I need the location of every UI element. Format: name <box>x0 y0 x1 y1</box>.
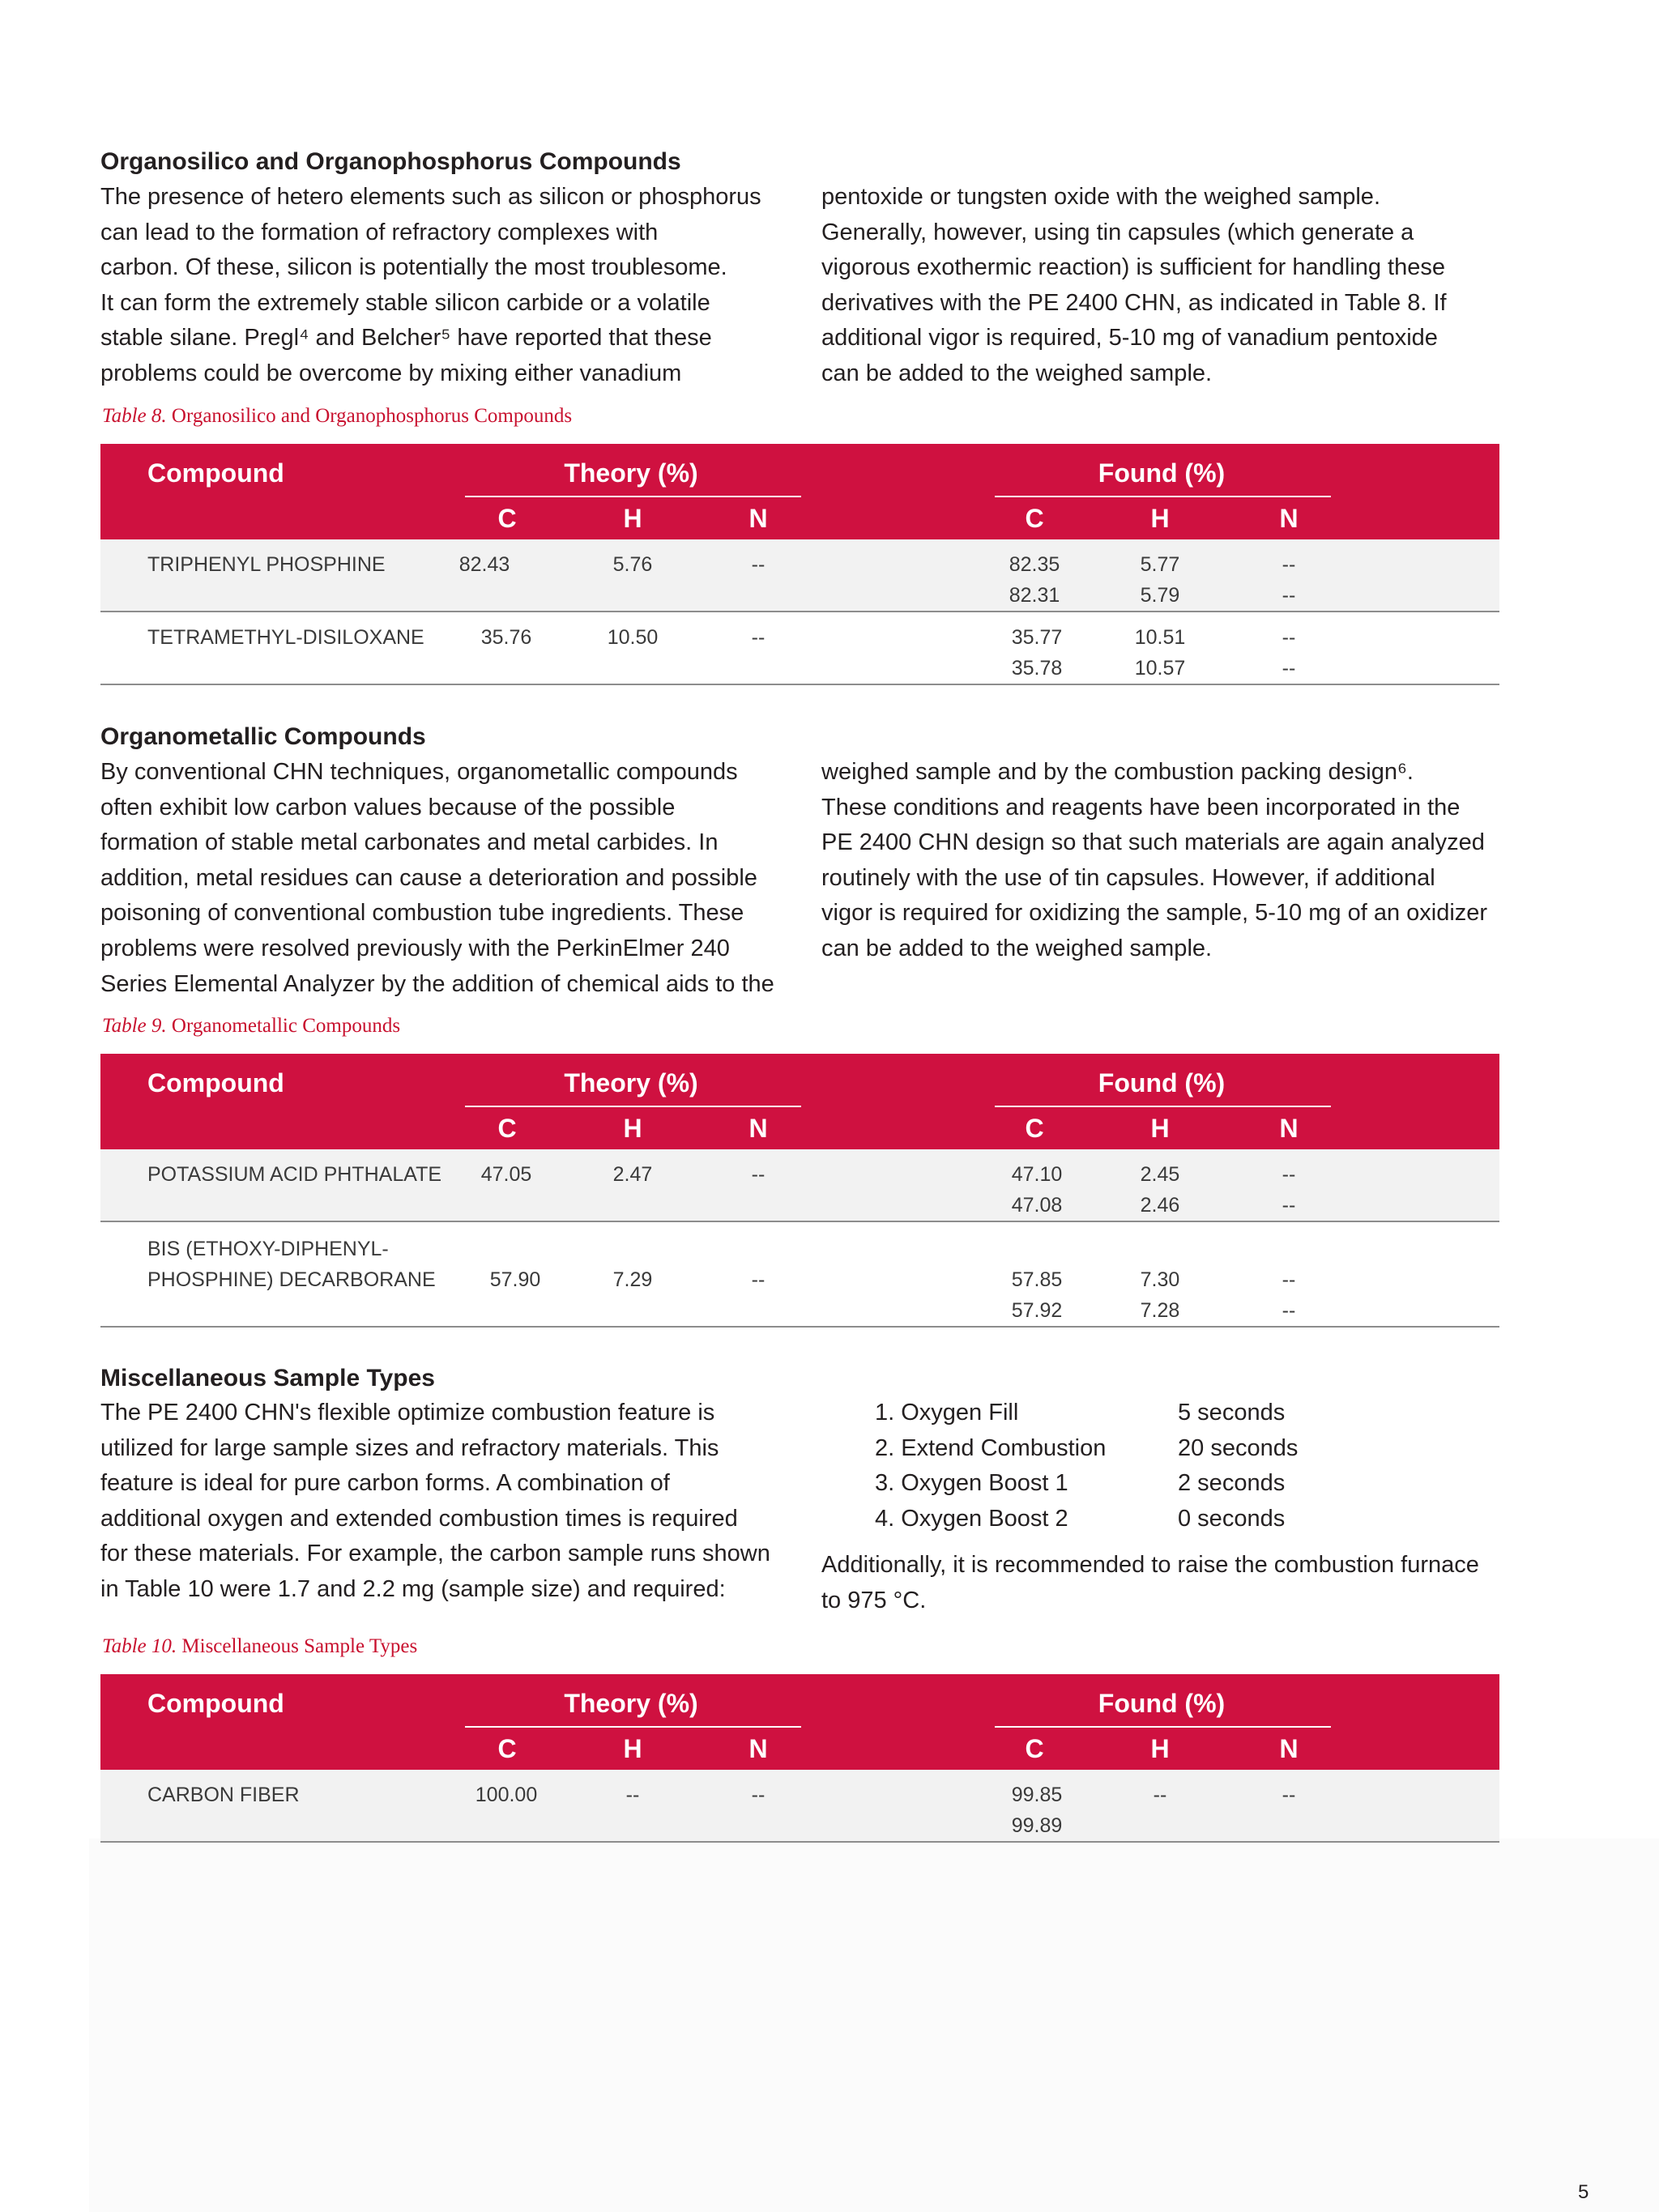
text-line: weighed sample and by the combustion packing design⁶. <box>821 759 1414 785</box>
cell-theory-n: -- <box>751 553 766 576</box>
list-item <box>875 1396 1361 1431</box>
step-value: 2 seconds <box>1178 1470 1286 1497</box>
cell-theory-c: 82.43 <box>458 553 510 576</box>
cell-found-h: 7.30 <box>1140 1268 1180 1291</box>
section-organosilico-left-text <box>100 180 813 392</box>
cell-found-c: 57.92 <box>1011 1299 1063 1322</box>
text-line: PE 2400 CHN design so that such materials are again analyzed <box>821 829 1485 856</box>
header-n: N <box>1279 1114 1299 1143</box>
text-line: for these materials. For example, the carbon sample runs shown <box>100 1541 770 1567</box>
text-line: These conditions and reagents have been incorporated in the <box>821 794 1461 820</box>
cell-theory-c: 100.00 <box>475 1784 538 1806</box>
text-line: derivatives with the PE 2400 CHN, as indicated in Table 8. If <box>821 289 1447 316</box>
cell-found-n: -- <box>1282 553 1296 576</box>
cell-found-n: -- <box>1282 1268 1296 1291</box>
list-item <box>875 1431 1361 1467</box>
cell-found-n: -- <box>1282 584 1296 607</box>
text-line: Series Elemental Analyzer by the addition of chemical aids to the <box>100 970 774 997</box>
cell-found-c: 47.10 <box>1011 1163 1063 1186</box>
footer-shade <box>89 1839 1659 2212</box>
cell-found-h: 2.46 <box>1140 1194 1180 1217</box>
step-label: 2. Extend Combustion <box>875 1434 1107 1461</box>
header-n: N <box>1279 1734 1299 1763</box>
cell-theory-h: 10.50 <box>607 626 659 649</box>
cell-compound: CARBON FIBER <box>147 1784 300 1806</box>
section-organosilico-right-text <box>821 180 1550 392</box>
table-row <box>100 539 1499 612</box>
table-title: Organosilico and Organophosphorus Compounds <box>171 405 573 427</box>
cell-found-h: 5.77 <box>1140 553 1180 576</box>
table-row <box>100 612 1499 685</box>
header-divider <box>995 1726 1331 1728</box>
step-label: 4. Oxygen Boost 2 <box>875 1505 1068 1532</box>
text-line: utilized for large sample sizes and refractory materials. This <box>100 1434 719 1461</box>
table-number: Table 10. <box>102 1635 177 1657</box>
cell-theory-c: 57.90 <box>489 1268 541 1291</box>
cell-found-c: 82.35 <box>1009 553 1060 576</box>
cell-compound: TETRAMETHYL-DISILOXANE <box>147 626 424 649</box>
cell-compound: TRIPHENYL PHOSPHINE <box>147 553 386 576</box>
cell-theory-h: 2.47 <box>612 1163 653 1186</box>
text-line: By conventional CHN techniques, organometallic compounds <box>100 759 738 785</box>
table-8-caption <box>102 403 572 430</box>
text-line: can be added to the weighed sample. <box>821 360 1213 386</box>
cell-found-h: 10.57 <box>1134 657 1186 680</box>
header-c: C <box>497 1734 517 1763</box>
header-h: H <box>623 504 642 533</box>
cell-found-c: 82.31 <box>1009 584 1060 607</box>
text-line: in Table 10 were 1.7 and 2.2 mg (sample size) and required: <box>100 1575 726 1602</box>
cell-found-h: 2.45 <box>1140 1163 1180 1186</box>
header-h: H <box>623 1734 642 1763</box>
header-divider <box>995 496 1331 497</box>
text-line: routinely with the use of tin capsules. However, if additional <box>821 864 1435 891</box>
combustion-steps-list <box>875 1396 1361 1536</box>
cell-found-c: 35.77 <box>1011 626 1063 649</box>
text-line: can lead to the formation of refractory complexes with <box>100 219 659 245</box>
header-h: H <box>1150 504 1170 533</box>
header-h: H <box>623 1114 642 1143</box>
table-title: Organometallic Compounds <box>171 1015 401 1037</box>
header-c: C <box>1025 1734 1044 1763</box>
table-8 <box>100 444 1499 685</box>
table-10 <box>100 1674 1499 1843</box>
header-n: N <box>1279 504 1299 533</box>
text-line: often exhibit low carbon values because of the possible <box>100 794 676 820</box>
step-value: 0 seconds <box>1178 1505 1286 1532</box>
section-heading-organometallic: Organometallic Compounds <box>100 723 426 750</box>
header-divider <box>465 496 801 497</box>
table-10-caption <box>102 1633 417 1660</box>
cell-found-h: 7.28 <box>1140 1299 1180 1322</box>
text-line: Additionally, it is recommended to raise the combustion furnace <box>821 1552 1479 1578</box>
header-compound: Compound <box>147 1068 284 1097</box>
header-h: H <box>1150 1114 1170 1143</box>
step-label: 1. Oxygen Fill <box>875 1400 1019 1426</box>
cell-found-c: 57.85 <box>1011 1268 1063 1291</box>
section-miscellaneous-left-text <box>100 1396 813 1608</box>
cell-found-n: -- <box>1282 1784 1296 1806</box>
text-line: carbon. Of these, silicon is potentially the most troublesome. <box>100 254 727 281</box>
header-divider <box>465 1726 801 1728</box>
header-c: C <box>497 1114 517 1143</box>
text-line: problems could be overcome by mixing either vanadium <box>100 360 682 386</box>
cell-found-n: -- <box>1282 1194 1296 1217</box>
cell-found-c: 35.78 <box>1011 657 1063 680</box>
cell-theory-n: -- <box>751 626 766 649</box>
table-header <box>100 1674 1499 1770</box>
table-row <box>100 1149 1499 1222</box>
cell-found-c: 99.85 <box>1011 1784 1063 1806</box>
section-organometallic-right-text <box>821 755 1559 967</box>
step-value: 20 seconds <box>1178 1434 1299 1461</box>
cell-theory-h: 7.29 <box>612 1268 653 1291</box>
text-line: can be added to the weighed sample. <box>821 935 1213 961</box>
text-line: It can form the extremely stable silicon carbide or a volatile <box>100 289 710 316</box>
step-label: 3. Oxygen Boost 1 <box>875 1470 1068 1497</box>
cell-theory-c: 35.76 <box>480 626 532 649</box>
list-item <box>875 1466 1361 1502</box>
cell-theory-n: -- <box>751 1163 766 1186</box>
cell-found-h: 10.51 <box>1134 626 1186 649</box>
cell-theory-n: -- <box>751 1268 766 1291</box>
section-heading-miscellaneous: Miscellaneous Sample Types <box>100 1365 435 1392</box>
header-theory: Theory (%) <box>564 458 698 488</box>
page-number: 5 <box>1578 2181 1589 2203</box>
table-9 <box>100 1054 1499 1328</box>
table-header <box>100 1054 1499 1149</box>
cell-compound: BIS (ETHOXY-DIPHENYL- <box>147 1238 389 1260</box>
header-compound: Compound <box>147 1689 284 1718</box>
text-line: additional oxygen and extended combustion times is required <box>100 1505 738 1532</box>
table-number: Table 9. <box>102 1015 167 1037</box>
header-n: N <box>748 504 768 533</box>
table-9-caption <box>102 1012 400 1040</box>
text-line: stable silane. Pregl⁴ and Belcher⁵ have reported that these <box>100 325 712 352</box>
cell-compound: POTASSIUM ACID PHTHALATE <box>147 1163 442 1186</box>
header-n: N <box>748 1734 768 1763</box>
text-line: problems were resolved previously with the PerkinElmer 240 <box>100 935 730 961</box>
cell-theory-c: 47.05 <box>480 1163 532 1186</box>
table-row <box>100 1222 1499 1328</box>
text-line: poisoning of conventional combustion tube ingredients. These <box>100 900 744 927</box>
header-compound: Compound <box>147 458 284 488</box>
text-line: The PE 2400 CHN's flexible optimize combustion feature is <box>100 1400 715 1426</box>
header-c: C <box>1025 1114 1044 1143</box>
text-line: feature is ideal for pure carbon forms. A combination of <box>100 1470 670 1497</box>
cell-theory-h: -- <box>625 1784 640 1806</box>
section-heading-organosilico: Organosilico and Organophosphorus Compounds <box>100 148 681 175</box>
header-c: C <box>1025 504 1044 533</box>
header-found: Found (%) <box>1098 1068 1226 1097</box>
cell-found-h: 5.79 <box>1140 584 1180 607</box>
cell-compound: PHOSPHINE) DECARBORANE <box>147 1268 436 1291</box>
text-line: addition, metal residues can cause a deterioration and possible <box>100 864 757 891</box>
section-miscellaneous-right-text <box>821 1548 1550 1618</box>
header-found: Found (%) <box>1098 458 1226 488</box>
cell-theory-h: 5.76 <box>612 553 653 576</box>
text-line: Generally, however, using tin capsules (which generate a <box>821 219 1414 245</box>
text-line: vigor is required for oxidizing the sample, 5-10 mg of an oxidizer <box>821 900 1488 927</box>
cell-found-n: -- <box>1282 657 1296 680</box>
cell-found-n: -- <box>1282 1299 1296 1322</box>
cell-found-c: 47.08 <box>1011 1194 1063 1217</box>
text-line: formation of stable metal carbonates and metal carbides. In <box>100 829 719 856</box>
header-theory: Theory (%) <box>564 1068 698 1097</box>
header-theory: Theory (%) <box>564 1689 698 1718</box>
list-item <box>875 1502 1361 1537</box>
section-organometallic-left-text <box>100 755 813 1002</box>
header-h: H <box>1150 1734 1170 1763</box>
cell-theory-n: -- <box>751 1784 766 1806</box>
text-line: vigorous exothermic reaction) is sufficient for handling these <box>821 254 1445 281</box>
cell-found-n: -- <box>1282 1163 1296 1186</box>
table-title: Miscellaneous Sample Types <box>181 1635 418 1657</box>
cell-found-n: -- <box>1282 626 1296 649</box>
header-found: Found (%) <box>1098 1689 1226 1718</box>
table-number: Table 8. <box>102 405 167 427</box>
table-header <box>100 444 1499 539</box>
text-line: to 975 °C. <box>821 1587 927 1613</box>
header-divider <box>465 1106 801 1107</box>
table-row <box>100 1770 1499 1843</box>
header-n: N <box>748 1114 768 1143</box>
text-line: additional vigor is required, 5-10 mg of vanadium pentoxide <box>821 325 1438 352</box>
text-line: The presence of hetero elements such as silicon or phosphorus <box>100 184 761 210</box>
cell-found-c: 99.89 <box>1011 1814 1063 1837</box>
text-line: pentoxide or tungsten oxide with the weighed sample. <box>821 184 1380 210</box>
step-value: 5 seconds <box>1178 1400 1286 1426</box>
header-c: C <box>497 504 517 533</box>
cell-found-h: -- <box>1153 1784 1167 1806</box>
header-divider <box>995 1106 1331 1107</box>
